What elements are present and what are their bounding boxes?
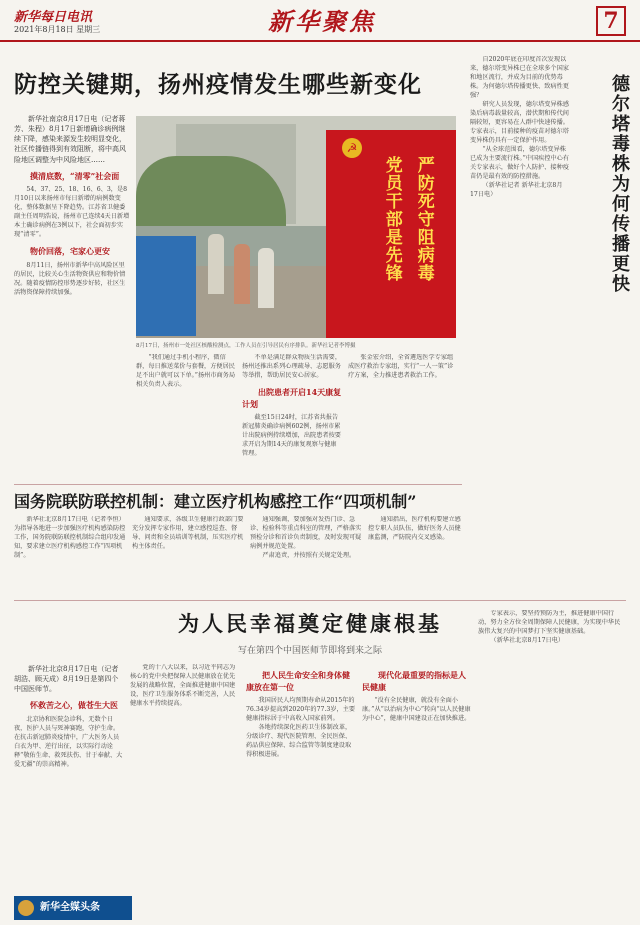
article3-column-3 [246, 664, 356, 916]
article1-column-2 [136, 354, 236, 480]
party-emblem-icon: ☭ [342, 138, 362, 158]
page-number: 7 [596, 6, 626, 36]
photo-caption: 8月17日，扬州市一处社区核酸检测点，工作人员在引导居民有序排队。新华社记者李博摄 [136, 343, 356, 349]
article3-column-2 [130, 664, 240, 916]
article3-body-4: 各地持续深化医药卫生体制改革，分级诊疗、现代医院管理、全民医保、药品供应保障、综合监管等制度建设取得积极进展。 [246, 724, 352, 759]
article2-body-1: 新华社北京8月17日电（记者李恒）为指导各地进一步加强医疗机构感染防控工作，国务院联防联控机制综合组印发通知，要求建立医疗机构感控工作“四项机制”。 [14, 516, 126, 559]
article3-subhead-2: 把人民生命安全和身体健康放在第一位 [246, 670, 350, 692]
article2-column-1 [14, 516, 128, 596]
footer-logo[interactable] [14, 896, 132, 920]
masthead [0, 0, 640, 42]
sidebar-body-1: 自2020年底在印度首次发现以来，德尔塔变异株已在全球多个国家和地区流行，并成为目前的优势毒株。为何德尔塔传播更快、致病性更强？ [470, 56, 569, 99]
article3-column-4 [362, 664, 472, 916]
photo-person [208, 234, 224, 294]
banner-text-line-2: 党员干部是先锋 [381, 156, 402, 282]
sidebar-body-2: 研究人员发现，德尔塔变异株感染后病毒载量较高，潜伏期和传代间隔较短，更容易在人群中快速传播。专家表示，目前接种的疫苗对德尔塔变异株仍具有一定保护作用。 [470, 100, 570, 144]
article3-body-3: 我国居民人均预期寿命从2015年的76.34岁提高到2020年的77.3岁，主要健康指标居于中高收入国家前列。 [246, 697, 356, 723]
article1-body-5: 截至15日24时，江苏省共报告新冠肺炎确诊病例602例，扬州市累计出院病例持续增加，出院患者按要求开启为期14天的康复观察与健康管理。 [242, 414, 341, 458]
divider [14, 484, 462, 485]
article3-body-6: 专家表示，要坚持预防为主，推进健康中国行动，努力全方位全周期保障人民健康，为实现中华民族伟大复兴的中国梦打下坚实健康基础。 [478, 610, 621, 635]
article1-headline[interactable]: 防控关键期，扬州疫情发生哪些新变化 [14, 71, 422, 98]
article3-lead: 新华社北京8月17日电（记者胡浩、顾天成）8月19日是第四个中国医师节。 [14, 665, 119, 694]
article1-column-3 [242, 354, 342, 480]
article1-body-6: 张金宏介绍，全省遴选医学专家组成医疗救治专家组，实行“一人一策”诊疗方案，全力推进患者救治工作。 [348, 354, 454, 379]
sidebar-body-3: “从全球范围看，德尔塔变异株已成为主要流行株。”中国疾控中心有关专家表示，做好个人防护、接种疫苗仍是最有效的防控措施。 [470, 145, 570, 180]
sidebar-title[interactable]: 德尔塔毒株为何传播更快 [609, 74, 630, 294]
article1-lead: 新华社南京8月17日电（记者蒋芳、朱程）8月17日新增确诊病例继续下降，感染来源发生较明显变化，社区传播链得到有效阻断，将中高风险地区调整为中风险地区…… [14, 115, 126, 164]
article3-subhead-3: 现代化最重要的指标是人民健康 [362, 670, 466, 692]
article2-body-2: 通知要求，各级卫生健康行政部门要充分发挥专家作用，建立感控巡查、督导、问责和全员培训等机制，压实医疗机构主体责任。 [132, 516, 244, 550]
article3-body-1: 北京协和医院急诊科，无数个日夜，医护人员与死神赛跑，守护生命。在抗击新冠肺炎疫情中，广大医务人员白衣为甲、逆行出征，以实际行动诠释“敬佑生命、救死扶伤、甘于奉献、大爱无疆”的崇高精神。 [14, 716, 123, 768]
article3-credit: （新华社北京8月17日电） [490, 636, 565, 644]
article1-column-4 [348, 354, 456, 480]
brand-logo: 新华每日电讯 [14, 10, 93, 25]
issue-date: 2021年8月18日 星期三 [14, 25, 101, 34]
article3-body-2: 党的十八大以来，以习近平同志为核心的党中央把保障人民健康放在优先发展的战略位置，全面推进健康中国建设，医疗卫生服务体系不断完善，人民健康水平持续提高。 [130, 664, 236, 707]
article3-subhead-1: 怀救苦之心，做苍生大医 [30, 700, 118, 711]
divider [14, 600, 626, 601]
article2-body-4: 通知指出，医疗机构要建立感控专职人员队伍，做好医务人员健康监测，严防院内交叉感染。 [368, 516, 461, 541]
article3-column-1 [14, 664, 124, 890]
article2-body-5: 严肃追责，并按照有关规定处理。 [262, 551, 356, 559]
article1-body-3: “我们通过手机小程序，微信群，每日推送菜价与套餐，方便居民足不出户就可以下单。”扬州市商务局相关负责人表示。 [136, 354, 236, 388]
article3-body-5: “没有全民健康，就没有全面小康。”从“以治病为中心”转向“以人民健康为中心”，健康中国建设正在加快推进。 [362, 697, 471, 723]
article1-subhead-1: 摸清底数，“清零”社会面 [30, 170, 120, 181]
article3-subhead: 写在第四个中国医师节即将到来之际 [237, 646, 382, 656]
news-photo [136, 116, 456, 338]
article3-column-5 [478, 610, 626, 916]
article2-column-2 [132, 516, 246, 596]
article1-body-2: 8月11日，扬州市新华中高风险区里的居民，比较关心生活物资供应和物价情况。随着疫情防控形势逐步好转，社区生活物资保障持续加强。 [14, 261, 126, 296]
article1-body-1: 54、37、25、18、16、6、3，是8月10日以来扬州市每日新增的病例数变化，整体数据呈下降趋势。江苏省卫健委副主任周明浩说，扬州市已连续4天日新增本土确诊病例在3例以下，社会面初步实现“清零”。 [14, 186, 130, 239]
article1-column-left [14, 114, 130, 480]
article2-column-3 [250, 516, 364, 596]
sidebar-credit: （新华社记者 新华社北京8月17日电） [470, 181, 563, 198]
sidebar-column [470, 56, 570, 596]
section-title: 新华聚焦 [268, 7, 376, 36]
photo-person [234, 244, 250, 304]
xinhua-logo-icon [18, 900, 34, 916]
article3-headline[interactable]: 为人民幸福奠定健康根基 [178, 611, 442, 636]
footer-logo-text: 新华全媒头条 [40, 902, 100, 913]
article1-body-4: 不单是满足群众物质生活需要，扬州还推出系列心理疏导、志愿服务等举措，帮助居民安心居家。 [242, 354, 342, 379]
article2-column-4 [368, 516, 462, 596]
article2-body-3: 通知强调，要加强对发热门诊、急诊、检验科等重点科室的管理，严格落实预检分诊和首诊负责制度，及时发现可疑病例并规范处置。 [250, 516, 362, 550]
photo-person [258, 248, 274, 308]
banner-text-line-1: 严防死守阻病毒 [413, 156, 434, 282]
article2-headline[interactable]: 国务院联防联控机制：建立医疗机构感控工作“四项机制” [14, 492, 417, 511]
article1-subhead-2: 物价回落，宅家心更安 [30, 246, 110, 257]
article1-subhead-3: 出院患者开启14天康复计划 [242, 386, 342, 409]
photo-tent [136, 236, 196, 336]
